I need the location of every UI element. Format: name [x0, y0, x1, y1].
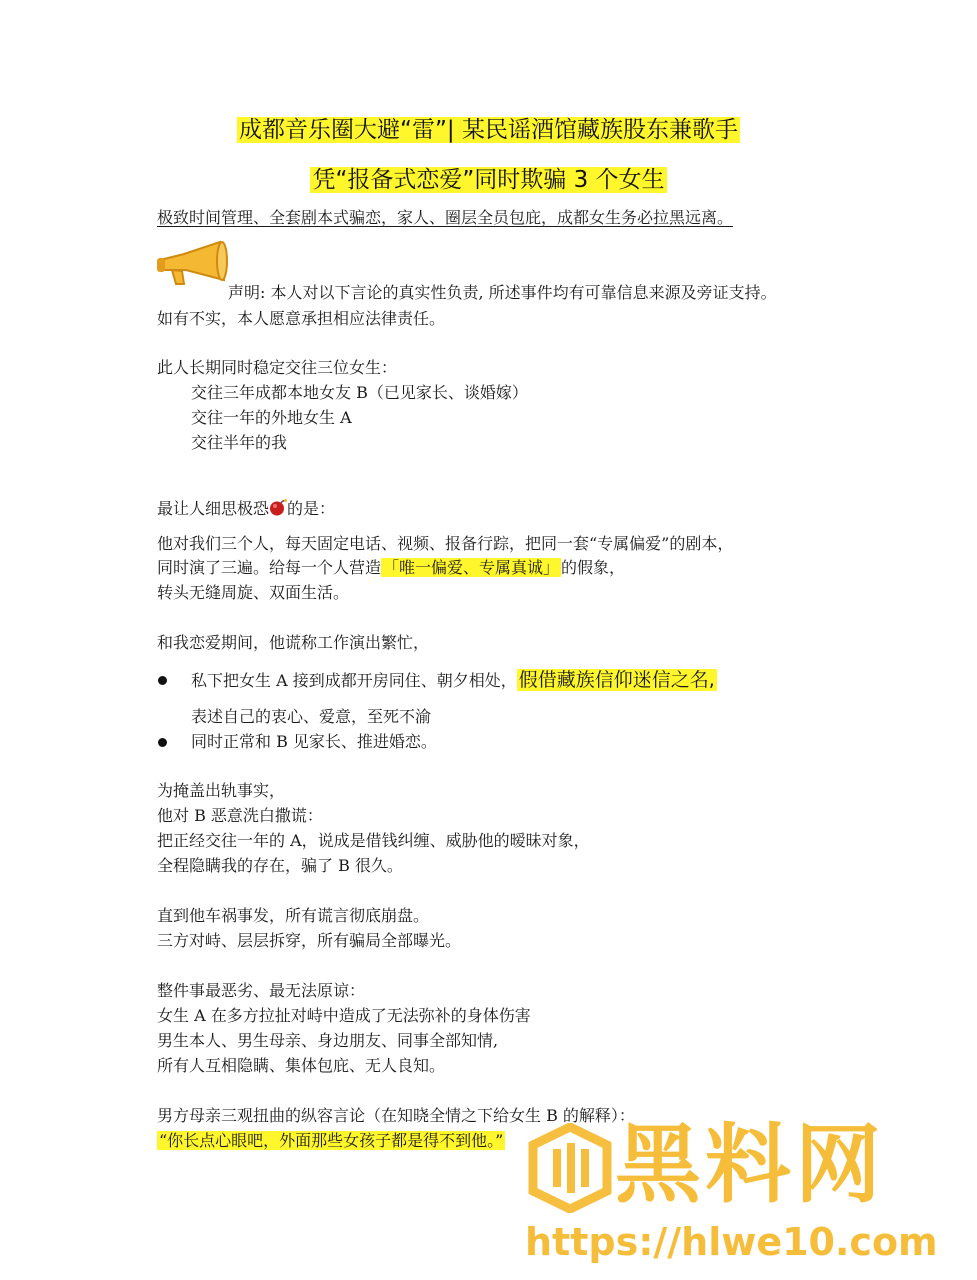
section4-line-2: 他对 B 恶意洗白撒谎： — [157, 806, 323, 825]
section7-intro: 男方母亲三观扭曲的纵容言论（在知晓全情之下给女生 B 的解释）： — [157, 1106, 635, 1125]
section2-line-1: 他对我们三个人，每天固定电话、视频、报备行踪，把同一套“专属偏爱”的剧本， — [157, 534, 734, 553]
section2-line-2-after: 的假象， — [561, 558, 626, 577]
section6-line-3: 男生本人、男生母亲、身边朋友、同事全部知情, — [157, 1031, 499, 1050]
section7-quote: “你长点心眼吧，外面那些女孩子都是得不到他。” — [159, 1131, 504, 1150]
section2-intro-after: 的是： — [287, 499, 336, 518]
section4-line-1: 为掩盖出轨事实， — [157, 781, 286, 800]
section5-line-2: 三方对峙、层层拆穿，所有骗局全部曝光。 — [157, 931, 462, 950]
section6-line-1: 整件事最恶劣、最无法原谅： — [157, 981, 366, 1000]
watermark — [515, 1115, 975, 1280]
section2-line-2 — [157, 556, 625, 580]
headline-line-1-text: 成都音乐圈大避“雷”| 某民谣酒馆藏族股东兼歌手 — [239, 117, 738, 143]
section2-line-2-before: 同时演了三遍。给每一个人营造 — [157, 558, 382, 577]
megaphone-icon — [154, 240, 228, 288]
section6-line-2: 女生 A 在多方拉扯对峙中造成了无法弥补的身体伤害 — [157, 1006, 531, 1025]
watermark-url: https://hlwe10.com — [525, 1220, 938, 1264]
section1-item-2: 交往一年的外地女生 A — [191, 408, 352, 427]
section4-line-3: 把正经交往一年的 A，说成是借钱纠缠、威胁他的暧昧对象， — [157, 831, 590, 850]
section3-bullet-1-highlight: 假借藏族信仰迷信之名, — [518, 669, 715, 691]
section7-quote-line — [157, 1129, 505, 1153]
section4-line-4: 全程隐瞒我的存在，骗了 B 很久。 — [157, 856, 403, 875]
section3-intro: 和我恋爱期间，他谎称工作演出繁忙， — [157, 633, 430, 652]
section2-highlight: 「唯一偏爱、专属真诚」 — [383, 558, 560, 577]
bomb-icon — [269, 498, 287, 516]
section3-bullet-1-text: 私下把女生 A 接到成都开房同住、朝夕相处， — [191, 671, 517, 690]
section3-bullet-1 — [191, 668, 717, 693]
section3-bullet-2: 同时正常和 B 见家长、推进婚恋。 — [191, 732, 437, 751]
subtitle: 极致时间管理、全套剧本式骗恋，家人、圈层全员包庇，成都女生务必拉黑远离。 — [157, 208, 734, 227]
section1-intro: 此人长期同时稳定交往三位女生： — [157, 358, 398, 377]
statement-line-2: 如有不实，本人愿意承担相应法律责任。 — [157, 309, 446, 328]
headline-line-2-text: 凭“报备式恋爱”同时欺骗 3 个女生 — [312, 167, 665, 193]
section3-bullet-1-cont: 表述自己的衷心、爱意，至死不渝 — [191, 707, 432, 726]
section5-line-1: 直到他车祸事发，所有谎言彻底崩盘。 — [157, 906, 430, 925]
section6-line-4: 所有人互相隐瞒、集体包庇、无人良知。 — [157, 1056, 446, 1075]
section2-intro-before: 最让人细思极恐 — [157, 499, 270, 518]
section1-item-1: 交往三年成都本地女友 B（已见家长、谈婚嫁） — [191, 383, 528, 402]
statement-line-1: 声明: 本人对以下言论的真实性负责, 所述事件均有可靠信息来源及旁证支持。 — [228, 283, 777, 302]
watermark-name: 黑料网 — [615, 1115, 885, 1215]
headline-line-2 — [0, 162, 977, 198]
section1-item-3: 交往半年的我 — [191, 433, 288, 452]
bullet-dot-1 — [158, 676, 167, 685]
headline-line-1 — [0, 112, 977, 148]
section2-line-3: 转头无缝周旋、双面生活。 — [157, 583, 350, 602]
watermark-logo-icon — [525, 1123, 615, 1213]
bullet-dot-2 — [158, 738, 167, 747]
section2-intro — [157, 497, 335, 521]
